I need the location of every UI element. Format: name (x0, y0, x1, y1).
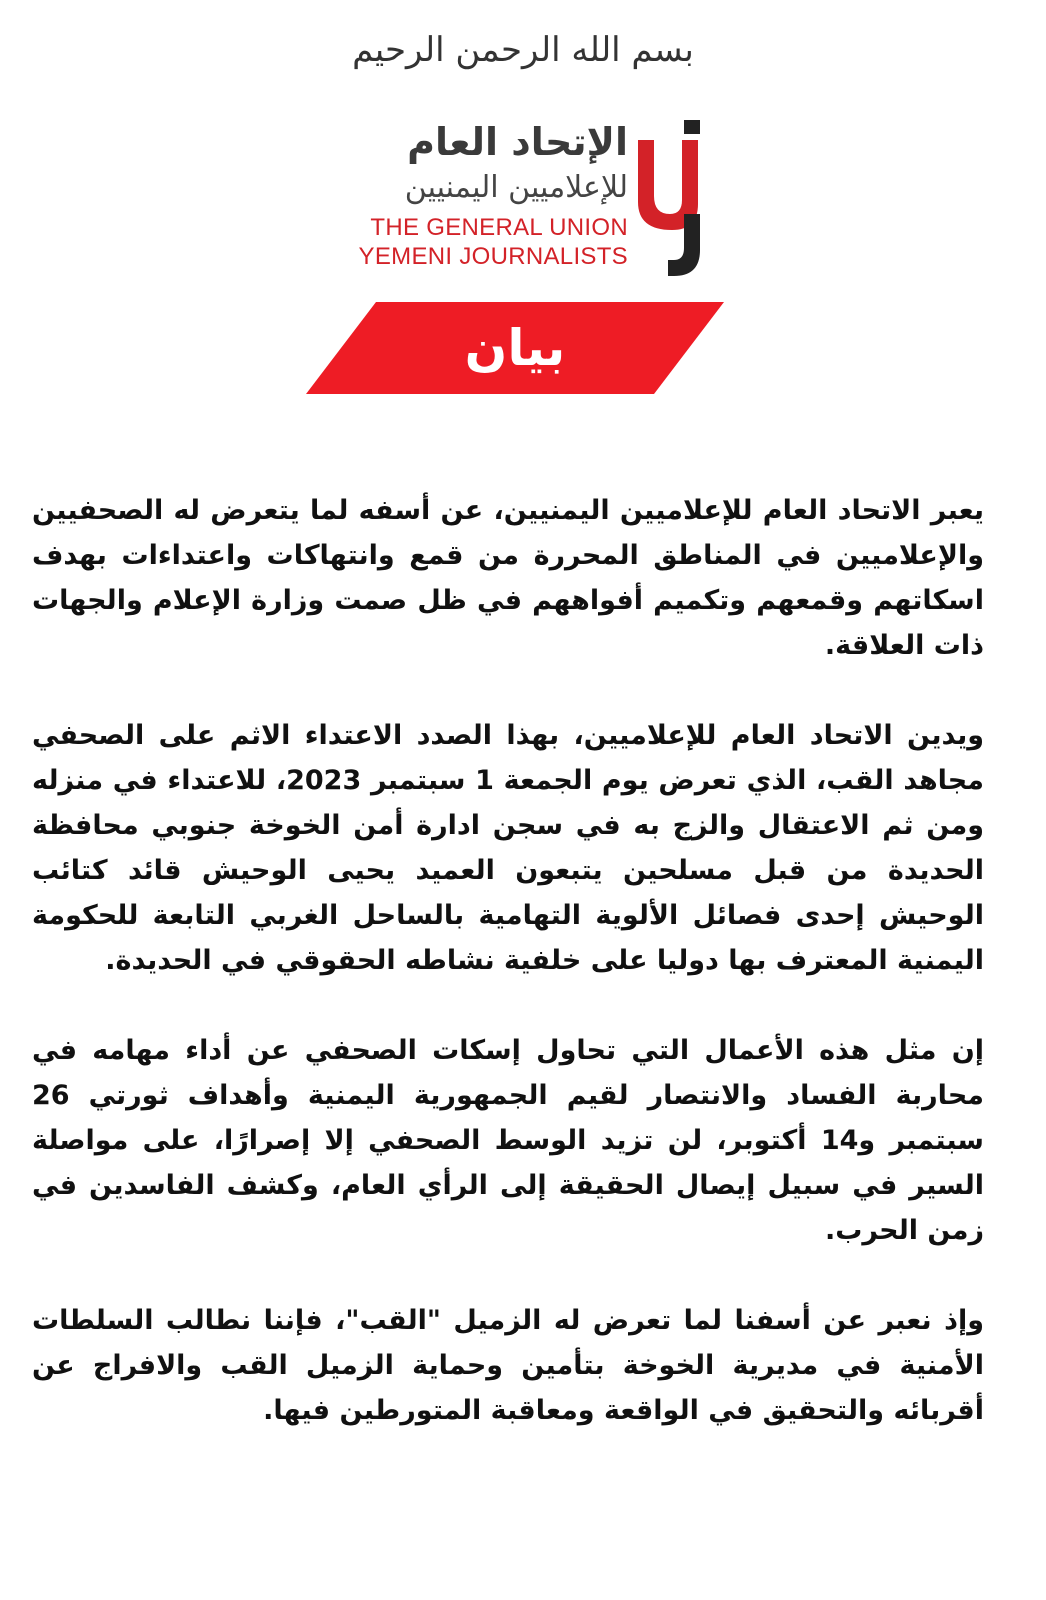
logo-english-line2: YEMENI JOURNALISTS (358, 243, 628, 270)
paragraph-1: يعبر الاتحاد العام للإعلاميين اليمنيين، عن أسفه لما يتعرض له الصحفيين والإعلاميين في المناطق المحررة من قمع وانتهاكات واعتداءات بهدف اسكاتهم وقمعهم وتكميم أفواههم في ظل صمت وزارة الإعلام والجهات ذات العلاقة. (32, 495, 984, 661)
union-logo (330, 118, 720, 283)
paragraph-2: ويدين الاتحاد العام للإعلاميين، بهذا الصدد الاعتداء الاثم على الصحفي مجاهد القب، الذي تعرض يوم الجمعة 1 سبتمبر 2023، للاعتداء في منزله ومن ثم الاعتقال والزج به في سجن ادارة أمن الخوخة جنوبي محافظة الحديدة من قبل مسلحين يتبعون العميد يحيى الوحيش قائد كتائب الوحيش إحدى فصائل الألوية التهامية بالساحل الغربي التابعة للحكومة اليمنية المعترف بها دوليا على خلفية نشاطه الحقوقي في الحديدة. (32, 720, 984, 976)
statement-body (32, 488, 984, 1478)
basmala-calligraphy: بسم الله الرحمن الرحيم (352, 30, 694, 70)
logo-arabic-title: الإتحاد العام (407, 120, 628, 164)
banner-label: بيان (464, 319, 566, 377)
paragraph-3: إن مثل هذه الأعمال التي تحاول إسكات الصحفي عن أداء مهامه في محاربة الفساد والانتصار لقيم الجمهورية اليمنية وأهداف ثورتي 26 سبتمبر و14 أكتوبر، لن تزيد الوسط الصحفي إلا إصرارًا، على مواصلة السير في سبيل إيصال الحقيقة إلى الرأي العام، وكشف الفاسدين في زمن الحرب. (32, 1035, 984, 1246)
logo-arabic-subtitle: للإعلاميين اليمنيين (404, 170, 628, 205)
paragraph-4: وإذ نعبر عن أسفنا لما تعرض له الزميل "القب"، فإننا نطالب السلطات الأمنية في مديرية الخوخة بتأمين وحماية الزميل القب والافراج عن أقربائه والتحقيق في الواقعة ومعاقبة المتورطين فيها. (32, 1305, 984, 1426)
yj-monogram-icon (634, 118, 706, 278)
statement-banner (306, 302, 724, 394)
logo-english-line1: THE GENERAL UNION (370, 214, 628, 241)
